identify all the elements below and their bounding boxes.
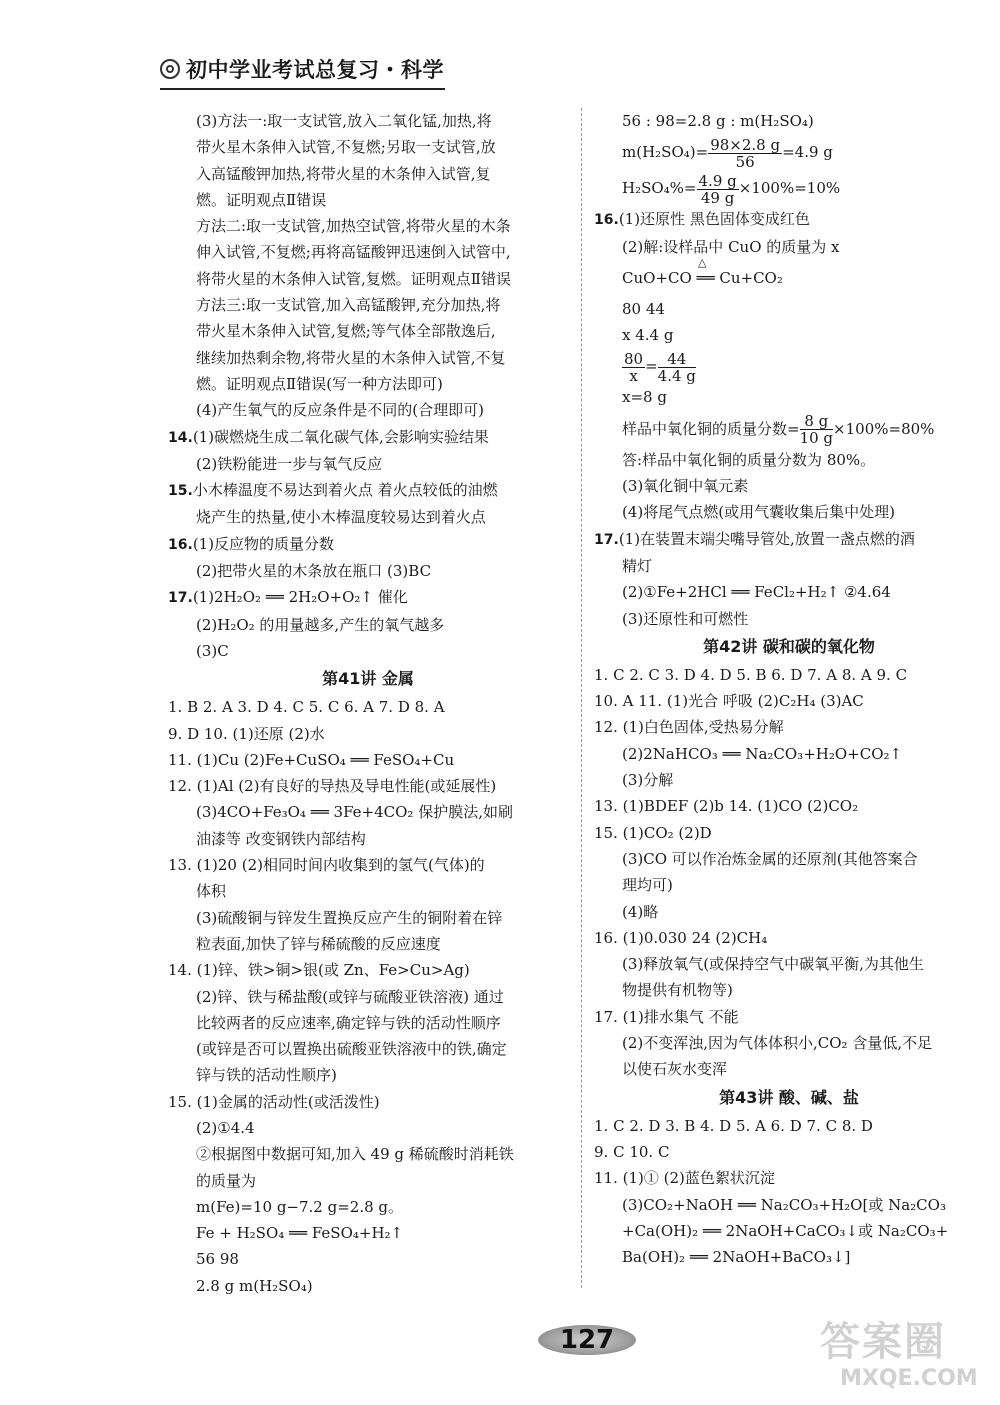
answer-line: 12. (1)白色固体,受热易分解 <box>594 718 784 737</box>
text-line: Ba(OH)₂ ══ 2NaOH+BaCO₃↓] <box>622 1248 851 1267</box>
column-divider <box>581 108 582 1288</box>
answer-text: 小木棒温度不易达到着火点 着火点较低的油燃 <box>192 481 498 500</box>
text-line: 燃。证明观点Ⅱ错误(写一种方法即可) <box>196 374 443 393</box>
text-line: 方法三:取一支试管,加入高锰酸钾,充分加热,将 <box>196 296 501 315</box>
denominator: 49 g <box>700 188 735 207</box>
formula-text: =4.9 g <box>782 143 833 162</box>
left-column <box>168 108 568 1299</box>
text-line: (3)4CO+Fe₃O₄ ══ 3Fe+4CO₂ 保护膜法,如刷 <box>196 803 513 822</box>
formula-text: m(H₂SO₄)= <box>622 143 709 162</box>
answer-line: 1. C 2. D 3. B 4. D 5. A 6. D 7. C 8. D <box>594 1116 873 1135</box>
text-line: (2)铁粉能进一步与氧气反应 <box>196 454 383 473</box>
answer-line: 15. (1)CO₂ (2)D <box>594 823 712 842</box>
answer-line <box>594 526 984 553</box>
answer-text: (1)碳燃烧生成二氧化碳气体,会影响实验结果 <box>192 427 489 446</box>
equation-line <box>594 255 984 296</box>
answer-line: 9. C 10. C <box>594 1142 670 1161</box>
answer-line: 15. (1)金属的活动性(或活泼性) <box>168 1092 380 1111</box>
denominator: x <box>629 366 638 385</box>
text-line: 56 : 98=2.8 g : m(H₂SO₄) <box>622 112 814 130</box>
text-line: 伸入试管,不复燃;再将高锰酸钾迅速倒入试管中, <box>196 243 511 262</box>
numerator: 80 <box>624 349 644 368</box>
text-line: (3)释放氧气(或保持空气中碳氧平衡,为其他生 <box>622 955 924 974</box>
text-line: (2)锌、铁与稀盐酸(或锌与硫酸亚铁溶液) 通过 <box>196 987 504 1006</box>
header-rule <box>160 88 445 90</box>
text-line: (2)H₂O₂ 的用量越多,产生的氧气越多 <box>196 615 445 634</box>
text-line: 理均可) <box>622 876 673 895</box>
text-line: (3)方法一:取一支试管,放入二氧化锰,加热,将 <box>196 112 492 130</box>
text-line: 物提供有机物等) <box>622 981 733 1000</box>
text-line: (4)产生氧气的反应条件是不同的(合理即可) <box>196 401 484 420</box>
formula-text: H₂SO₄%= <box>622 179 697 198</box>
question-number: 17. <box>168 590 193 607</box>
formula-text: ×100%=80% <box>833 419 935 438</box>
fraction-line <box>594 411 984 447</box>
answer-line: 11. (1)Cu (2)Fe+CuSO₄ ══ FeSO₄+Cu <box>168 750 455 769</box>
question-number: 15. <box>168 483 193 500</box>
fraction-line <box>594 348 984 384</box>
text-line: 粒表面,加快了锌与稀硫酸的反应速度 <box>196 934 441 953</box>
text-line: (3)分解 <box>622 771 674 790</box>
answer-text: (1)2H₂O₂ ══ 2H₂O+O₂↑ 催化 <box>192 588 408 607</box>
fraction <box>658 351 696 384</box>
text-line: 2.8 g m(H₂SO₄) <box>196 1276 313 1295</box>
question-number: 16. <box>168 536 193 553</box>
equals-sign: = <box>645 357 658 376</box>
text-line: x=8 g <box>622 388 667 407</box>
answer-line: 1. B 2. A 3. D 4. C 5. C 6. A 7. D 8. A <box>168 698 445 717</box>
text-line: +Ca(OH)₂ ══ 2NaOH+CaCO₃↓或 Na₂CO₃+ <box>622 1221 949 1240</box>
text-line: (2)把带火星的木条放在瓶口 (3)BC <box>196 562 432 581</box>
fraction <box>800 413 833 446</box>
answer-text: (1)还原性 黑色固体变成红色 <box>618 210 810 229</box>
text-line: 烧产生的热量,使小木棒温度较易达到着火点 <box>196 508 486 527</box>
watermark-text: 答案圈 <box>820 1319 946 1365</box>
text-line: 体积 <box>196 882 227 901</box>
answer-line: 13. (1)BDEF (2)b 14. (1)CO (2)CO₂ <box>594 797 859 816</box>
text-line: 继续加热剩余物,将带火星的木条伸入试管,不复 <box>196 348 506 367</box>
text-line: (2)①4.4 <box>196 1118 255 1137</box>
answer-line: 1. C 2. C 3. D 4. D 5. B 6. D 7. A 8. A 9. C <box>594 665 908 684</box>
text-line: 的质量为 <box>196 1171 257 1190</box>
answer-line: 10. A 11. (1)光合 呼吸 (2)C₂H₄ (3)AC <box>594 692 864 711</box>
text-line: 以使石灰水变浑 <box>622 1060 728 1079</box>
text-line: (3)硫酸铜与锌发生置换反应产生的铜附着在锌 <box>196 908 503 927</box>
text-line: 锌与铁的活动性顺序) <box>196 1066 337 1085</box>
answer-line <box>594 206 984 233</box>
text-line: (2)①Fe+2HCl ══ FeCl₂+H₂↑ ②4.64 <box>622 583 891 602</box>
answer-text: (1)在装置末端尖嘴导管处,放置一盏点燃的酒 <box>618 529 915 548</box>
text-line: (2)不变浑浊,因为气体体积小,CO₂ 含量低,不足 <box>622 1034 933 1053</box>
question-number: 14. <box>168 429 193 446</box>
text-line: 燃。证明观点Ⅱ错误 <box>196 190 327 209</box>
text-line: (2)2NaHCO₃ ══ Na₂CO₃+H₂O+CO₂↑ <box>622 744 903 763</box>
fraction-line <box>594 170 984 206</box>
right-column <box>594 108 984 1270</box>
answer-line: 17. (1)排水集气 不能 <box>594 1007 739 1026</box>
answer-line <box>168 531 568 558</box>
text-line: 带火星木条伸入试管,复燃;等气体全部散逸后, <box>196 322 496 341</box>
text-line: (4)略 <box>622 902 659 921</box>
text-line: 答:样品中氧化铜的质量分数为 80%。 <box>622 450 876 469</box>
page-header <box>160 52 450 86</box>
text-line: 方法二:取一支试管,加热空试管,将带火星的木条 <box>196 217 511 236</box>
watermark-url: MXQE.COM <box>840 1366 978 1391</box>
answer-line: 12. (1)Al (2)有良好的导热及导电性能(或延展性) <box>168 777 497 796</box>
circle-logo-icon <box>160 59 180 79</box>
text-line: Fe + H₂SO₄ ══ FeSO₄+H₂↑ <box>196 1224 404 1243</box>
text-line: 精灯 <box>622 556 653 575</box>
answer-text: (1)反应物的质量分数 <box>192 534 335 553</box>
formula-text: ×100%=10% <box>738 179 841 198</box>
denominator: 10 g <box>799 429 834 448</box>
denominator: 4.4 g <box>657 366 696 385</box>
text-line: 56 98 <box>196 1250 239 1269</box>
numerator: 44 <box>658 351 696 368</box>
section-heading: 第43讲 酸、碱、盐 <box>719 1087 859 1107</box>
section-heading: 第42讲 碳和碳的氧化物 <box>703 636 875 656</box>
numerator: 98×2.8 g <box>710 135 781 154</box>
text-line: (3)CO 可以作冶炼金属的还原剂(其他答案合 <box>622 849 918 868</box>
fraction <box>697 173 739 206</box>
fraction <box>708 137 782 170</box>
formula-text: 样品中氧化铜的质量分数= <box>622 419 800 438</box>
page-number: 127 <box>559 1325 615 1355</box>
page-header-title: 初中学业考试总复习・科学 <box>186 58 444 82</box>
answer-line: 11. (1)① (2)蓝色絮状沉淀 <box>594 1169 775 1188</box>
text-line: (3)CO₂+NaOH ══ Na₂CO₃+H₂O[或 Na₂CO₃ <box>622 1195 946 1214</box>
text-line: 带火星木条伸入试管,不复燃;另取一支试管,放 <box>196 138 496 157</box>
answer-line: 9. D 10. (1)还原 (2)水 <box>168 724 325 743</box>
text-line: (或锌是否可以置换出硫酸亚铁溶液中的铁,确定 <box>196 1040 507 1059</box>
text-line: m(Fe)=10 g−7.2 g=2.8 g。 <box>196 1197 404 1216</box>
text-line: (2)解:设样品中 CuO 的质量为 x <box>622 237 840 256</box>
text-line: 比较两者的反应速率,确定锌与铁的活动性顺序 <box>196 1013 501 1032</box>
text-line: (3)氧化铜中氧元素 <box>622 477 749 496</box>
question-number: 16. <box>594 212 619 229</box>
text-line: 将带火星的木条伸入试管,复燃。证明观点Ⅱ错误 <box>196 269 511 288</box>
fraction <box>622 351 645 384</box>
question-number: 17. <box>594 531 619 548</box>
equation-text: CuO+CO ══ Cu+CO₂ <box>622 268 783 287</box>
answer-line: 16. (1)0.030 24 (2)CH₄ <box>594 928 768 947</box>
text-line: (3)C <box>196 641 229 660</box>
section-heading: 第41讲 金属 <box>322 669 414 689</box>
answer-line: 14. (1)锌、铁>铜>银(或 Zn、Fe>Cu>Ag) <box>168 961 470 980</box>
watermark <box>820 1310 990 1400</box>
text-line: x 4.4 g <box>622 326 674 345</box>
answer-line <box>168 584 568 611</box>
answer-line <box>168 477 568 504</box>
page-number-badge <box>538 1320 636 1360</box>
answer-line <box>168 424 568 451</box>
text-line: 油漆等 改变钢铁内部结构 <box>196 829 366 848</box>
numerator: 8 g <box>800 413 833 430</box>
denominator: 56 <box>735 152 755 171</box>
text-line: ②根据图中数据可知,加入 49 g 稀硫酸时消耗铁 <box>196 1145 514 1164</box>
text-line: 80 44 <box>622 299 665 318</box>
text-line: 入高锰酸钾加热,将带火星的木条伸入试管,复 <box>196 164 491 183</box>
numerator: 4.9 g <box>698 171 737 190</box>
text-line: (4)将尾气点燃(或用气囊收集后集中处理) <box>622 503 895 522</box>
heat-symbol: △ <box>698 255 707 269</box>
fraction-line <box>594 134 984 170</box>
answer-line: 13. (1)20 (2)相同时间内收集到的氢气(气体)的 <box>168 856 485 875</box>
text-line: (3)还原性和可燃性 <box>622 609 749 628</box>
